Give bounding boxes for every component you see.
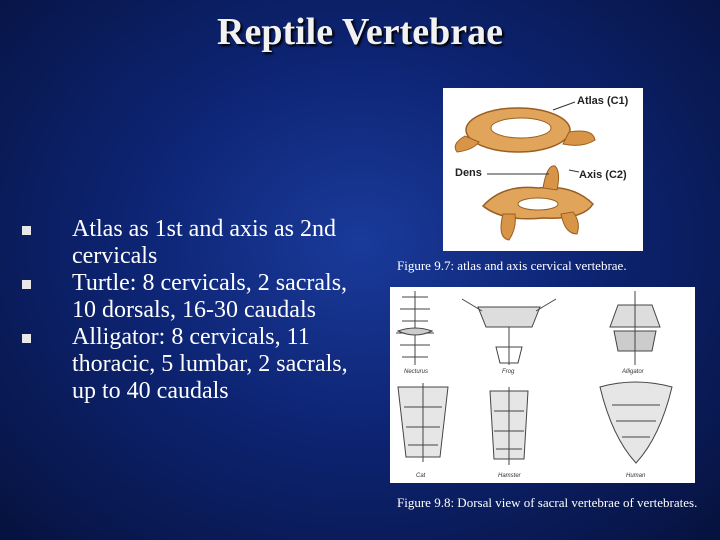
figure-caption: Figure 9.7: atlas and axis cervical vertebrae. — [397, 258, 627, 273]
slide-title: Reptile Vertebrae — [217, 11, 503, 53]
bullet-text: Atlas as 1st and axis as 2nd cervicals — [72, 216, 336, 269]
sacral-vertebrae-figure — [390, 287, 695, 483]
cat-label: Cat — [416, 473, 426, 479]
sacral-vertebrae-illustration — [390, 287, 695, 483]
bullet-item — [22, 324, 362, 405]
bullet-text: Alligator: 8 cervicals, 11 thoracic, 5 lumbar, 2 sacrals, up to 40 caudals — [72, 324, 348, 404]
human-label: Human — [626, 473, 646, 479]
atlas-axis-illustration — [443, 88, 643, 251]
necturus-label: Necturus — [404, 369, 429, 375]
square-bullet-icon — [22, 280, 31, 289]
axis-label: Axis (C2) — [579, 169, 627, 181]
bullet-list — [22, 216, 362, 405]
bullet-item — [22, 270, 362, 324]
hamster-label: Hamster — [498, 473, 521, 479]
square-bullet-icon — [22, 334, 31, 343]
cat-sacrum-drawing — [398, 383, 448, 462]
frog-label: Frog — [502, 369, 515, 375]
atlas-axis-figure — [443, 88, 643, 251]
bullet-text: Turtle: 8 cervicals, 2 sacrals, 10 dorsals, 16-30 caudals — [72, 270, 348, 323]
necturus-sacrum-drawing — [396, 291, 434, 365]
dens-label: Dens — [455, 167, 482, 179]
square-bullet-icon — [22, 226, 31, 235]
figure-caption: Figure 9.8: Dorsal view of sacral vertebrae of vertebrates. — [397, 495, 698, 510]
frog-sacrum-drawing — [462, 299, 556, 365]
alligator-sacrum-drawing — [610, 291, 660, 365]
alligator-label: Alligator — [622, 369, 644, 375]
bullet-item — [22, 216, 362, 270]
atlas-label: Atlas (C1) — [577, 95, 629, 107]
human-sacrum-drawing — [600, 382, 672, 463]
hamster-sacrum-drawing — [490, 387, 528, 465]
